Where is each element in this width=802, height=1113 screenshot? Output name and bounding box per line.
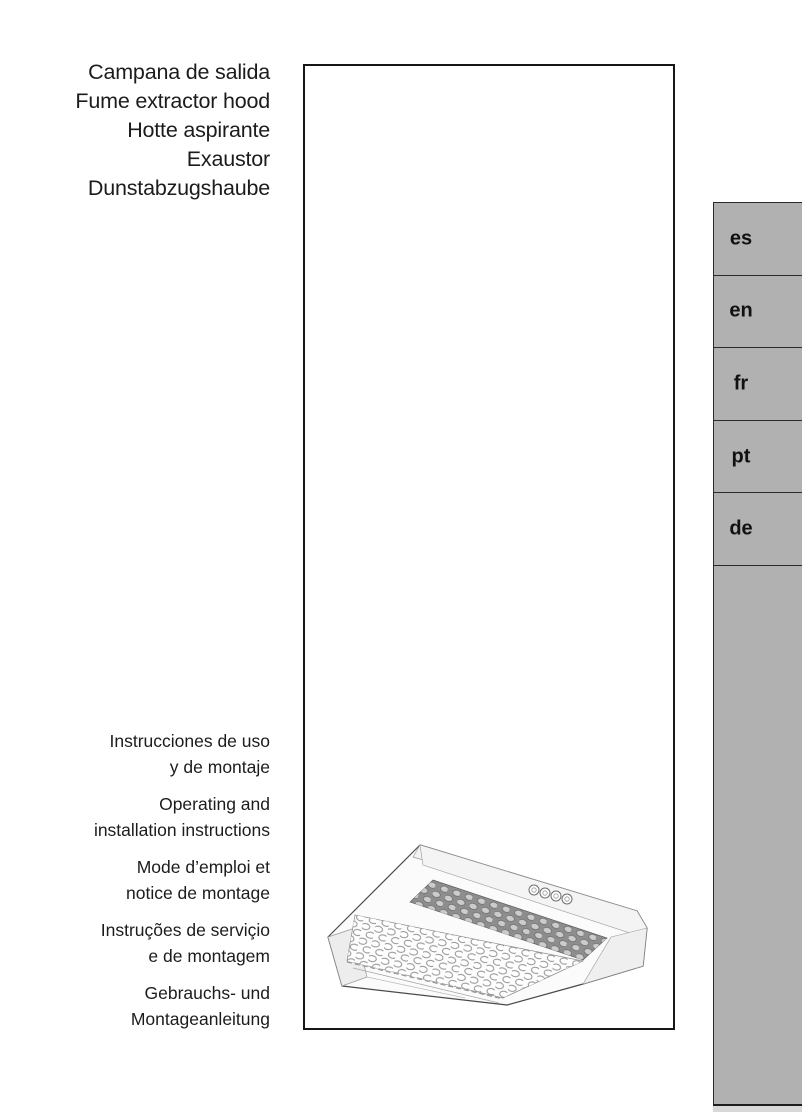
language-tab-es bbox=[713, 202, 802, 275]
language-index-sidebar bbox=[713, 202, 802, 1113]
language-tab-label: fr bbox=[733, 372, 749, 395]
language-tab-label: es bbox=[729, 227, 753, 250]
instruction-title-pt: Instruções de serviçio e de montagem bbox=[100, 920, 270, 966]
instruction-title-es: Instrucciones de uso y de montaje bbox=[109, 731, 270, 777]
cover-illustration-box bbox=[303, 64, 675, 1030]
language-tab-pt bbox=[713, 420, 802, 493]
product-title-es: Campana de salida bbox=[88, 60, 270, 84]
product-title-fr: Hotte aspirante bbox=[127, 118, 270, 142]
language-tab-label: pt bbox=[731, 445, 751, 468]
sidebar-filler bbox=[713, 565, 802, 1104]
product-title-pt: Exaustor bbox=[186, 147, 270, 171]
instruction-title-block bbox=[0, 728, 270, 1043]
product-title-block bbox=[0, 58, 270, 203]
sidebar-page-edge bbox=[713, 1106, 802, 1112]
instruction-title-fr: Mode d’emploi et notice de montage bbox=[126, 857, 270, 903]
fume-extractor-hood-illustration bbox=[315, 835, 665, 1015]
language-tab-label: en bbox=[729, 299, 753, 322]
language-tab-en bbox=[713, 275, 802, 348]
instruction-title-en: Operating and installation instructions bbox=[93, 794, 270, 840]
product-title-en: Fume extractor hood bbox=[75, 89, 270, 113]
language-tab-de bbox=[713, 492, 802, 565]
product-title-de: Dunstabzugshaube bbox=[87, 176, 270, 200]
language-tab-label: de bbox=[729, 517, 753, 540]
language-tab-fr bbox=[713, 347, 802, 420]
instruction-title-de: Gebrauchs- und Montageanleitung bbox=[130, 983, 270, 1029]
